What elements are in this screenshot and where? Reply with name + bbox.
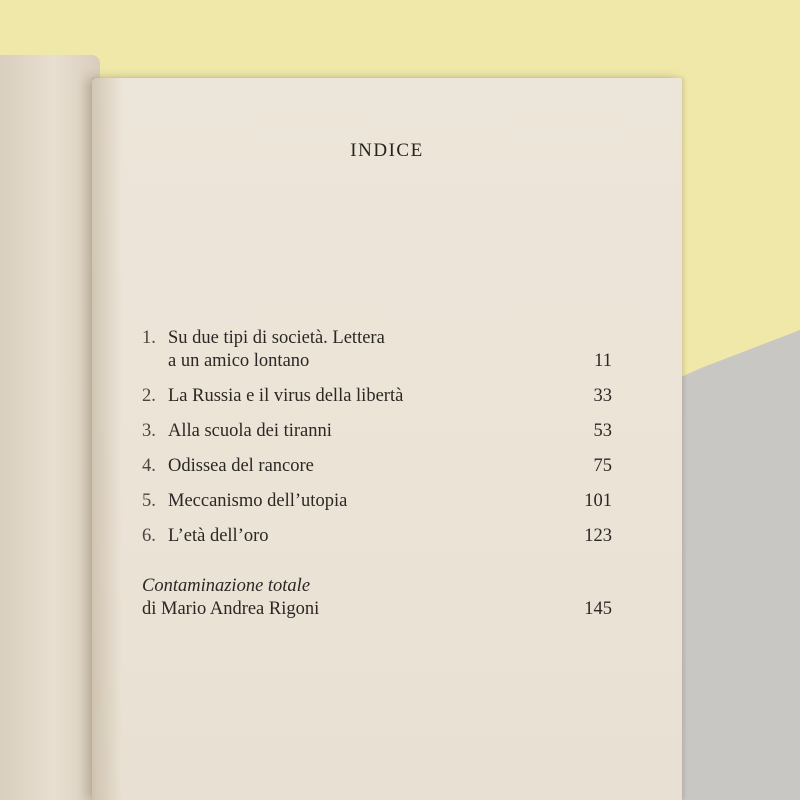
- page-title: INDICE: [350, 140, 424, 161]
- entry-number: 4.: [142, 456, 156, 476]
- entry-title: L’età dell’oro: [168, 526, 269, 546]
- appendix-author: di Mario Andrea Rigoni: [142, 599, 320, 619]
- appendix-page-number: 145: [584, 599, 612, 619]
- entry-title: Meccanismo dell’utopia: [168, 491, 348, 511]
- entry-page-number: 53: [593, 421, 612, 441]
- entry-page-number: 11: [594, 351, 612, 371]
- entry-number: 3.: [142, 421, 156, 441]
- entry-page-number: 123: [584, 526, 612, 546]
- entry-title-line2: a un amico lontano: [168, 351, 310, 371]
- appendix-title: Contaminazione totale: [142, 576, 311, 596]
- entry-title: Odissea del rancore: [168, 456, 314, 476]
- entry-number: 2.: [142, 386, 156, 406]
- entry-page-number: 75: [593, 456, 612, 476]
- entry-title: La Russia e il virus della libertà: [168, 386, 404, 406]
- entry-title-line1: Su due tipi di società. Lettera: [168, 328, 385, 348]
- left-page-edge: [0, 55, 100, 800]
- entry-page-number: 101: [584, 491, 612, 511]
- entry-page-number: 33: [593, 386, 612, 406]
- entry-title: Alla scuola dei tiranni: [168, 421, 332, 441]
- entry-number: 6.: [142, 526, 156, 546]
- book-page: [92, 78, 682, 800]
- entry-number: 5.: [142, 491, 156, 511]
- entry-number: 1.: [142, 328, 156, 348]
- page-gutter-shadow: [92, 78, 122, 800]
